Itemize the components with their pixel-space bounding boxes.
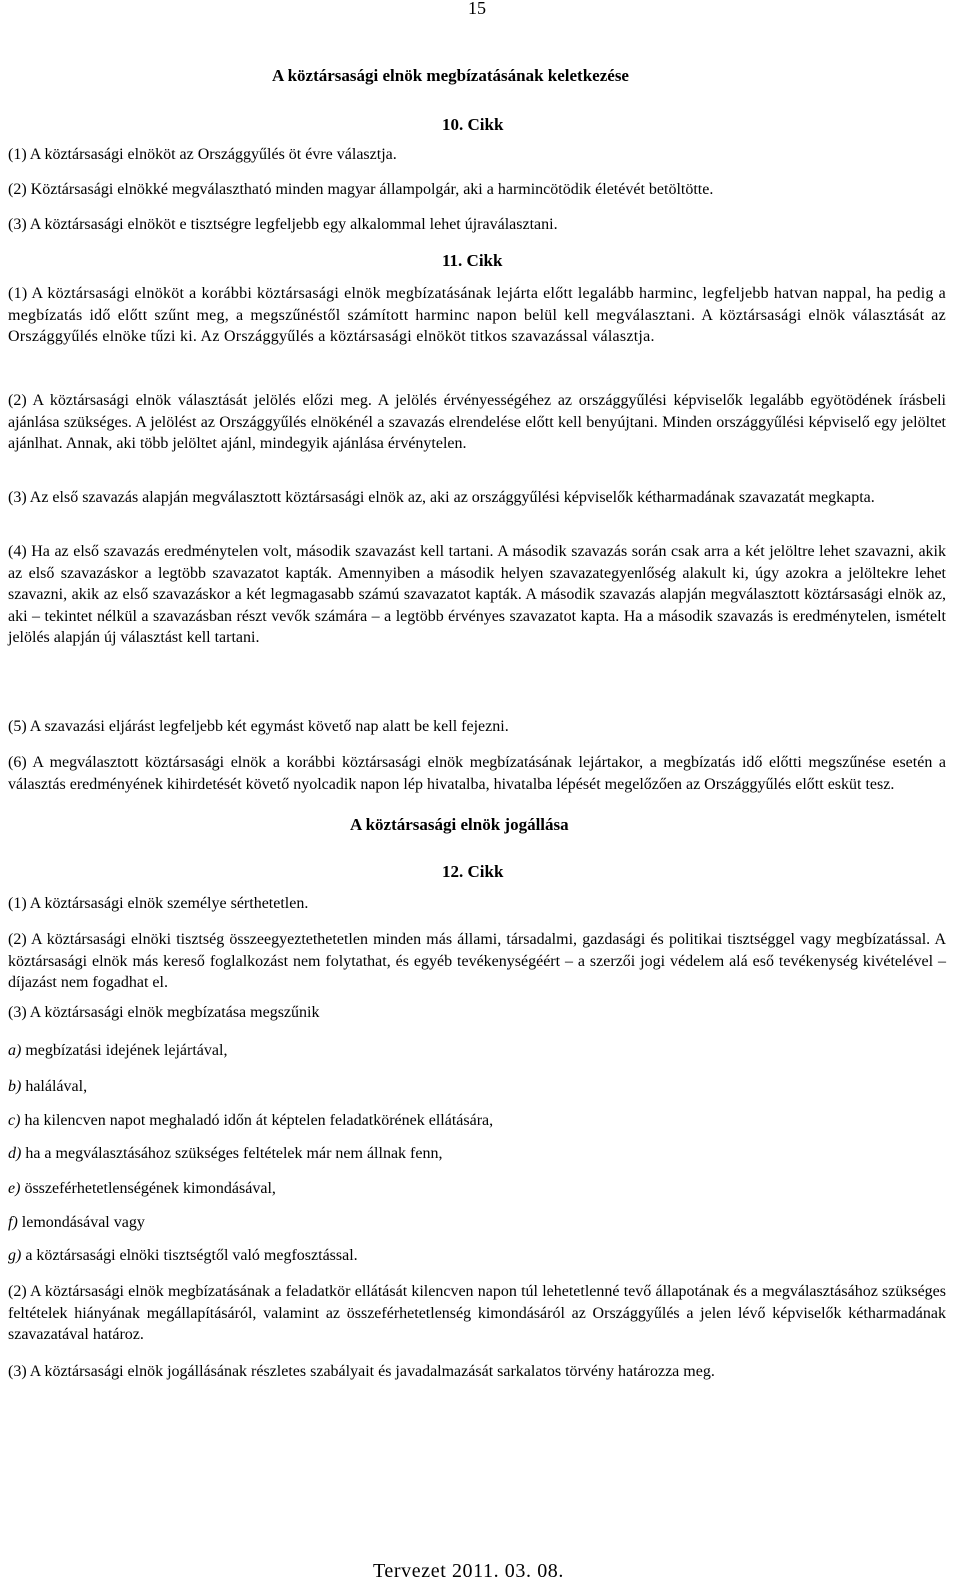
list-item: c) ha kilencven napot meghaladó időn át képtelen feladatkörének ellátására, <box>8 1112 494 1129</box>
list-item: a) megbízatási idejének lejártával, <box>8 1042 228 1059</box>
list-item: d) ha a megválasztásához szükséges feltételek már nem állnak fenn, <box>8 1145 443 1162</box>
paragraph: (2) A köztársasági elnök megbízatásának a feladatkör ellátását kilencven napon túl lehetetlenné tevő állapotának és a megválasztásához szükséges feltételek hiányának megállapításáról, valamint az összeférhetetlenség kimondásáról az Országgyűlés a jelen lévő képviselők kétharmadának szavazatával határoz. <box>8 1283 946 1344</box>
list-item: e) összeférhetetlenségének kimondásával, <box>8 1180 276 1197</box>
paragraph: (1) A köztársasági elnököt az Országgyűlés öt évre választja. <box>8 146 397 163</box>
paragraph: (3) A köztársasági elnököt e tisztségre legfeljebb egy alkalommal lehet újraválasztani. <box>8 216 558 233</box>
paragraph: (2) Köztársasági elnökké megválasztható minden magyar állampolgár, aki a harmincötödik életévét betöltötte. <box>8 181 714 198</box>
article-heading: 11. Cikk <box>442 251 503 270</box>
paragraph: (3) A köztársasági elnök megbízatása megszűnik <box>8 1004 320 1021</box>
footer-draft-date: Tervezet 2011. 03. 08. <box>373 1560 565 1582</box>
paragraph: (2) A köztársasági elnöki tisztség összeegyeztethetetlen minden más állami, társadalmi, gazdasági és politikai tisztséggel vagy megbízatással. A köztársasági elnök más kereső foglalkozást nem folytathat, és egyéb tevékenységéért – a szerzői jogi védelem alá eső tevékenység kivételével – díjazást nem fogadhat el. <box>8 931 946 992</box>
paragraph: (1) A köztársasági elnök személye sérthetetlen. <box>8 895 309 912</box>
paragraph: (3) Az első szavazás alapján megválasztott köztársasági elnök az, aki az országgyűlési képviselők kétharmadának szavazatát megkapta. <box>8 489 875 506</box>
page-number: 15 <box>468 0 486 18</box>
section-title: A köztársasági elnök jogállása <box>350 815 569 834</box>
paragraph: (2) A köztársasági elnök választását jelölés előzi meg. A jelölés érvényességéhez az országgyűlési képviselők legalább egyötödének írásbeli ajánlása szükséges. A jelölést az Országgyűlés elnökénél a szavazás elrendelése előtt kell benyújtani. Minden országgyűlési képviselő egy jelöltet ajánlhat. Annak, aki több jelöltet ajánl, mindegyik ajánlása érvénytelen. <box>8 392 946 453</box>
list-item: g) a köztársasági elnöki tisztségtől való megfosztással. <box>8 1247 358 1264</box>
list-item: f) lemondásával vagy <box>8 1214 145 1231</box>
article-heading: 12. Cikk <box>442 862 504 881</box>
article-heading: 10. Cikk <box>442 115 504 134</box>
section-title: A köztársasági elnök megbízatásának keletkezése <box>272 66 629 85</box>
list-item: b) halálával, <box>8 1078 88 1095</box>
paragraph: (6) A megválasztott köztársasági elnök a korábbi köztársasági elnök megbízatásának lejártakor, a megbízatás idő előtti megszűnése esetén a választás eredményének kihirdetését követő nyolcadik napon lép hivatalba, hivatalba lépését megelőzően az Országgyűlés előtt esküt tesz. <box>8 754 946 793</box>
paragraph: (1) A köztársasági elnököt a korábbi köztársasági elnök megbízatásának lejárta előtt legalább harminc, legfeljebb hatvan nappal, ha pedig a megbízatás idő előtt szűnt meg, a megszűnéstől számított harminc napon belül kell megválasztani. A köztársasági elnök választását az Országgyűlés elnöke tűzi ki. Az Országgyűlés a köztársasági elnököt titkos szavazással választja. <box>8 285 946 346</box>
paragraph: (5) A szavazási eljárást legfeljebb két egymást követő nap alatt be kell fejezni. <box>8 718 509 735</box>
paragraph: (3) A köztársasági elnök jogállásának részletes szabályait és javadalmazását sarkalatos törvény határozza meg. <box>8 1363 715 1380</box>
paragraph: (4) Ha az első szavazás eredménytelen volt, második szavazást kell tartani. A második szavazás során csak arra a két jelöltre lehet szavazni, akik az első szavazáskor a legtöbb szavazatot kapták. Amennyiben a második helyen szavazategyenlőség alakult ki, úgy azokra a jelöltekre lehet szavazni, akik az első szavazáskor a két legmagasabb számú szavazatot kapták. A második szavazás alapján megválasztott köztársasági elnök az, aki – tekintet nélkül a szavazásban részt vevők számára – a legtöbb érvényes szavazatot kapta. Ha a második szavazás is eredménytelen, ismételt jelölés alapján új választást kell tartani. <box>8 543 946 647</box>
